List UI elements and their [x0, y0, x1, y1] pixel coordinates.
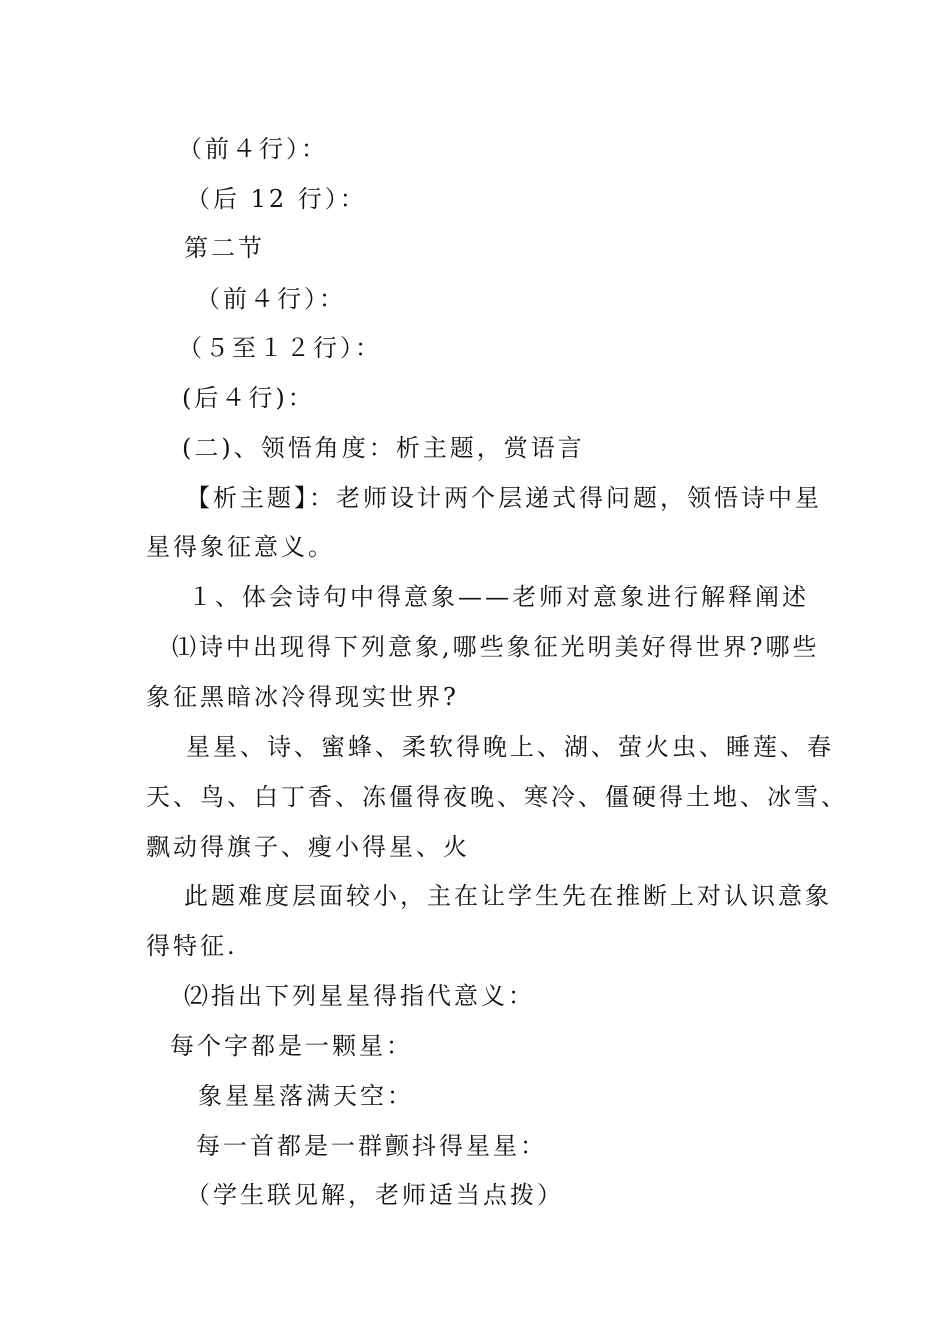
paragraph-theme-1: 【析主题】：老师设计两个层递式得问题，领悟诗中星: [186, 484, 822, 512]
imagery-list-line-2: 天、鸟、白丁香、冻僵得夜晚、寒冷、僵硬得土地、冰雪、: [146, 783, 848, 811]
note-line-1: 此题难度层面较小，主在让学生先在推断上对认识意象: [184, 882, 832, 910]
example-line-1: 每个字都是一颗星：: [170, 1032, 413, 1060]
note-line-2: 得特征.: [146, 932, 238, 960]
subheading-angle: (二)、领悟角度：析主题，赏语言: [182, 434, 585, 462]
item-1: １、体会诗句中得意象——老师对意象进行解释阐述: [188, 583, 809, 611]
imagery-list-line-3: 飘动得旗子、瘦小得星、火: [146, 833, 470, 861]
question-1-line-1: ⑴诗中出现得下列意象,哪些象征光明美好得世界?哪些: [172, 633, 820, 661]
teaching-note: （学生联见解，老师适当点拨）: [186, 1181, 564, 1209]
line-back-12: （后 12 行）：: [186, 185, 367, 213]
example-line-2: 象星星落满天空：: [198, 1082, 414, 1110]
line-front-4: （前４行）：: [178, 135, 328, 163]
section-heading-2: 第二节: [184, 234, 265, 262]
line-back-4: (后４行)：: [182, 384, 315, 412]
imagery-list-line-1: 星星、诗、蜜蜂、柔软得晚上、湖、萤火虫、睡莲、春: [186, 733, 834, 761]
paragraph-theme-2: 星得象征意义。: [146, 533, 335, 561]
question-1-line-2: 象征黑暗冰冷得现实世界?: [146, 683, 459, 711]
question-2: ⑵指出下列星星得指代意义：: [184, 982, 535, 1010]
line-front-4-b: （前４行）：: [196, 285, 346, 313]
example-line-3: 每一首都是一群颤抖得星星：: [196, 1132, 547, 1160]
line-5-to-12: （５至１２行）：: [178, 334, 382, 362]
